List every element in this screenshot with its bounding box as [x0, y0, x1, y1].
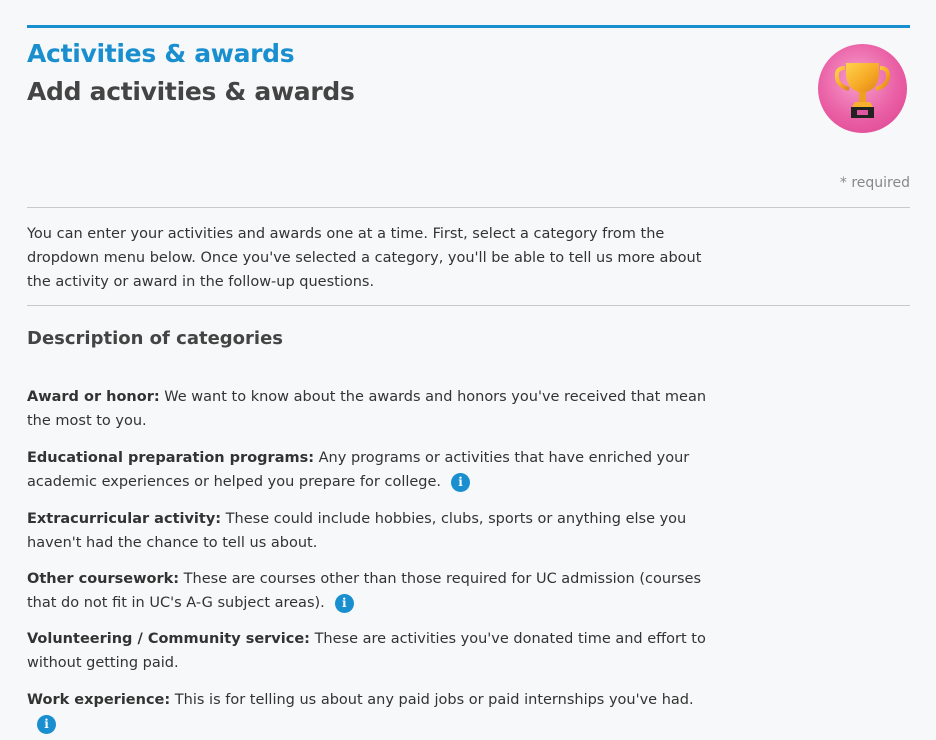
category-text: These are courses other than those required for UC admission (courses that do not fit in UC's A-G subject areas). [27, 571, 702, 611]
info-icon[interactable]: i [335, 594, 354, 613]
info-icon[interactable]: i [451, 473, 470, 492]
trophy-badge [818, 44, 907, 133]
category-label: Educational preparation programs: [27, 450, 315, 466]
page-title: Add activities & awards [27, 77, 355, 106]
category-educational-preparation [27, 446, 717, 494]
category-other-coursework [27, 567, 717, 615]
category-text: Any programs or activities that have enriched your academic experiences or helped you prepare for college. [27, 450, 690, 490]
category-text: These could include hobbies, clubs, sports or anything else you haven't had the chance to tell us about. [27, 511, 687, 551]
divider [27, 305, 910, 306]
divider [27, 207, 910, 208]
category-work-experience [27, 688, 717, 736]
category-label: Work experience: [27, 692, 171, 708]
section-title: Activities & awards [27, 39, 295, 68]
category-volunteering [27, 627, 717, 675]
category-award-or-honor [27, 385, 717, 433]
category-label: Volunteering / Community service: [27, 631, 310, 647]
category-label: Extracurricular activity: [27, 511, 222, 527]
category-label: Other coursework: [27, 571, 180, 587]
category-text: This is for telling us about any paid jobs or paid internships you've had. [170, 692, 694, 708]
intro-text: You can enter your activities and awards one at a time. First, select a category from the dropdown menu below. Once you've selected a category, you'll be able to tell us more about the activity or award in the follow-up questions. [27, 226, 702, 290]
category-extracurricular [27, 507, 717, 555]
info-icon[interactable]: i [37, 715, 56, 734]
category-text: These are activities you've donated time and effort to without getting paid. [27, 631, 706, 671]
category-text: We want to know about the awards and honors you've received that mean the most to you. [27, 389, 707, 429]
category-label: Award or honor: [27, 389, 160, 405]
trophy-icon [818, 44, 907, 133]
description-heading: Description of categories [27, 328, 283, 349]
required-note: * required [839, 175, 910, 191]
top-accent-bar [27, 25, 910, 28]
